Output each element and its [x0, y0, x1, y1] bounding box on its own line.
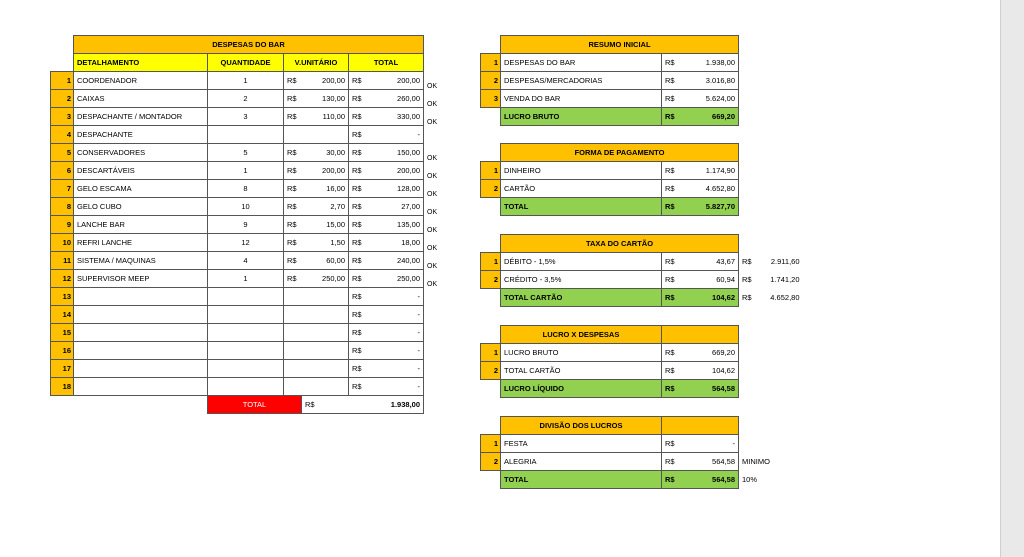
row-currency: R$ — [662, 271, 680, 289]
row-unit-value — [302, 360, 349, 378]
row-total-currency: R$ — [349, 108, 367, 126]
table-row — [51, 378, 446, 396]
row-total-currency: R$ — [349, 162, 367, 180]
row-quantity — [208, 324, 284, 342]
row-unit-currency: R$ — [284, 162, 302, 180]
divisao-table — [480, 416, 779, 489]
header-quantidade: QUANTIDADE — [208, 54, 284, 72]
table-row — [481, 253, 803, 271]
expenses-total-value: 1.938,00 — [349, 396, 424, 414]
row-unit-value: 130,00 — [302, 90, 349, 108]
row-unit-currency: R$ — [284, 90, 302, 108]
row-unit-currency — [284, 288, 302, 306]
row-unit-value: 250,00 — [302, 270, 349, 288]
row-total-value: 200,00 — [367, 162, 424, 180]
row-number: 16 — [51, 342, 74, 360]
row-ok-mark: OK — [427, 262, 438, 270]
row-description: DESPACHANTE / MONTADOR — [74, 108, 208, 126]
row-total-value: 260,00 — [367, 90, 424, 108]
row-total-currency: R$ — [349, 288, 367, 306]
lucro-total-label: LUCRO LÍQUIDO — [501, 380, 662, 398]
row-unit-value: 200,00 — [302, 72, 349, 90]
row-ok-mark: OK — [427, 208, 438, 216]
row-total-value: 330,00 — [367, 108, 424, 126]
row-number: 9 — [51, 216, 74, 234]
row-value: 1.938,00 — [680, 54, 739, 72]
row-description — [74, 360, 208, 378]
expenses-table — [50, 35, 446, 414]
row-quantity: 2 — [208, 90, 284, 108]
row-label: VENDA DO BAR — [501, 90, 662, 108]
resumo-total-value: 669,20 — [680, 108, 739, 126]
row-label: DESPESAS DO BAR — [501, 54, 662, 72]
row-currency: R$ — [662, 362, 680, 380]
row-number: 2 — [481, 362, 501, 380]
row-unit-currency: R$ — [284, 144, 302, 162]
row-unit-value: 110,00 — [302, 108, 349, 126]
pagamento-total-label: TOTAL — [501, 198, 662, 216]
row-unit-value: 15,00 — [302, 216, 349, 234]
row-value: 1.174,90 — [680, 162, 739, 180]
row-total-value: - — [367, 126, 424, 144]
row-value: 669,20 — [680, 344, 739, 362]
header-unitario: V.UNITÁRIO — [284, 54, 349, 72]
table-row — [481, 90, 739, 108]
expenses-total-label: TOTAL — [208, 396, 302, 414]
row-label: FESTA — [501, 435, 662, 453]
row-quantity: 8 — [208, 180, 284, 198]
row-quantity — [208, 126, 284, 144]
row-number: 2 — [481, 72, 501, 90]
table-row — [51, 342, 446, 360]
row-ok-mark: OK — [427, 172, 438, 180]
table-row — [51, 72, 446, 90]
row-description — [74, 288, 208, 306]
row-unit-currency: R$ — [284, 180, 302, 198]
row-total-currency: R$ — [349, 324, 367, 342]
lucro-total-currency: R$ — [662, 380, 680, 398]
taxa-total-currency: R$ — [662, 289, 680, 307]
row-number: 1 — [481, 344, 501, 362]
expenses-total-currency: R$ — [302, 396, 349, 414]
row-total-value: - — [367, 306, 424, 324]
taxa-total-label: TOTAL CARTÃO — [501, 289, 662, 307]
row-unit-currency — [284, 306, 302, 324]
row-currency: R$ — [662, 435, 680, 453]
row-ok-mark — [424, 288, 446, 306]
row-currency: R$ — [662, 54, 680, 72]
row-total-currency: R$ — [349, 126, 367, 144]
row-quantity: 1 — [208, 270, 284, 288]
row-value: 564,58 — [680, 453, 739, 471]
row-quantity — [208, 360, 284, 378]
row-number: 18 — [51, 378, 74, 396]
row-total-value: - — [367, 324, 424, 342]
row-ok-mark: OK — [427, 154, 438, 162]
row-quantity: 3 — [208, 108, 284, 126]
taxa-table — [480, 234, 803, 307]
row-label: TOTAL CARTÃO — [501, 362, 662, 380]
row-number: 13 — [51, 288, 74, 306]
row-value: 3.016,80 — [680, 72, 739, 90]
row-quantity: 1 — [208, 162, 284, 180]
row-number: 2 — [481, 453, 501, 471]
row-unit-value — [302, 378, 349, 396]
page-edge — [1000, 0, 1001, 557]
row-unit-value: 16,00 — [302, 180, 349, 198]
row-number: 1 — [481, 435, 501, 453]
row-unit-value: 30,00 — [302, 144, 349, 162]
row-unit-currency: R$ — [284, 252, 302, 270]
table-row — [51, 216, 446, 234]
row-currency: R$ — [662, 180, 680, 198]
row-ok-mark: OK — [427, 226, 438, 234]
row-total-value: - — [367, 378, 424, 396]
row-number: 2 — [51, 90, 74, 108]
table-row — [481, 435, 779, 453]
divisao-total-value: 564,58 — [680, 471, 739, 489]
row-unit-currency: R$ — [284, 72, 302, 90]
row-description: LANCHE BAR — [74, 216, 208, 234]
row-unit-value: 1,50 — [302, 234, 349, 252]
row-total-value: 18,00 — [367, 234, 424, 252]
table-row — [481, 362, 739, 380]
row-unit-value — [302, 288, 349, 306]
row-value: 4.652,80 — [680, 180, 739, 198]
row-ok-mark: OK — [427, 190, 438, 198]
row-number: 3 — [481, 90, 501, 108]
row-quantity — [208, 288, 284, 306]
row-total-currency: R$ — [349, 216, 367, 234]
row-number: 4 — [51, 126, 74, 144]
row-total-currency: R$ — [349, 306, 367, 324]
row-description: COORDENADOR — [74, 72, 208, 90]
lucro-title: LUCRO X DESPESAS — [501, 326, 662, 344]
lucro-table — [480, 325, 739, 398]
row-total-currency: R$ — [349, 90, 367, 108]
row-ok-mark — [424, 378, 446, 396]
row-label: DESPESAS/MERCADORIAS — [501, 72, 662, 90]
row-side-currency: R$ — [742, 275, 752, 284]
row-number: 1 — [481, 162, 501, 180]
divisao-title: DIVISÃO DOS LUCROS — [501, 417, 662, 435]
row-number: 3 — [51, 108, 74, 126]
row-unit-currency: R$ — [284, 108, 302, 126]
row-total-currency: R$ — [349, 252, 367, 270]
row-number: 7 — [51, 180, 74, 198]
row-quantity — [208, 378, 284, 396]
row-number: 11 — [51, 252, 74, 270]
table-row — [51, 360, 446, 378]
row-total-currency: R$ — [349, 72, 367, 90]
row-quantity: 9 — [208, 216, 284, 234]
row-number: 6 — [51, 162, 74, 180]
table-row — [51, 288, 446, 306]
table-row — [51, 324, 446, 342]
row-total-currency: R$ — [349, 342, 367, 360]
row-description: SUPERVISOR MEEP — [74, 270, 208, 288]
pagamento-total-currency: R$ — [662, 198, 680, 216]
row-ok-mark: OK — [427, 118, 438, 126]
row-description: GELO CUBO — [74, 198, 208, 216]
table-row — [481, 54, 739, 72]
divisao-total-currency: R$ — [662, 471, 680, 489]
row-unit-value: 200,00 — [302, 162, 349, 180]
row-currency: R$ — [662, 344, 680, 362]
row-quantity: 12 — [208, 234, 284, 252]
row-number: 14 — [51, 306, 74, 324]
row-quantity: 10 — [208, 198, 284, 216]
row-description: DESPACHANTE — [74, 126, 208, 144]
row-currency: R$ — [662, 453, 680, 471]
table-row — [481, 162, 739, 180]
row-side-value: 2.911,60 — [770, 257, 800, 266]
row-total-currency: R$ — [349, 234, 367, 252]
row-side-currency: R$ — [742, 257, 752, 266]
row-side-note — [739, 435, 779, 453]
row-total-value: 250,00 — [367, 270, 424, 288]
row-ok-mark — [424, 306, 446, 324]
row-total-value: 240,00 — [367, 252, 424, 270]
row-number: 15 — [51, 324, 74, 342]
row-unit-currency — [284, 126, 302, 144]
taxa-total-side-currency: R$ — [742, 293, 752, 302]
row-unit-currency — [284, 360, 302, 378]
row-description: CONSERVADORES — [74, 144, 208, 162]
row-ok-mark — [424, 342, 446, 360]
row-total-value: - — [367, 288, 424, 306]
row-total-currency: R$ — [349, 144, 367, 162]
page-gutter — [1000, 0, 1024, 557]
row-quantity: 1 — [208, 72, 284, 90]
row-total-value: 135,00 — [367, 216, 424, 234]
pagamento-total-value: 5.827,70 — [680, 198, 739, 216]
table-row — [51, 306, 446, 324]
row-number: 12 — [51, 270, 74, 288]
row-number: 8 — [51, 198, 74, 216]
row-value: 43,67 — [680, 253, 739, 271]
row-ok-mark — [424, 126, 446, 144]
resumo-total-currency: R$ — [662, 108, 680, 126]
row-quantity — [208, 306, 284, 324]
table-row — [51, 162, 446, 180]
row-unit-currency: R$ — [284, 270, 302, 288]
table-row — [51, 126, 446, 144]
table-row — [51, 234, 446, 252]
row-number: 5 — [51, 144, 74, 162]
pagamento-title: FORMA DE PAGAMENTO — [501, 144, 739, 162]
row-unit-currency: R$ — [284, 216, 302, 234]
row-ok-mark: OK — [427, 244, 438, 252]
table-row — [51, 180, 446, 198]
row-currency: R$ — [662, 253, 680, 271]
row-description — [74, 378, 208, 396]
table-row — [481, 344, 739, 362]
row-number: 1 — [481, 54, 501, 72]
row-ok-mark: OK — [427, 280, 438, 288]
taxa-title: TAXA DO CARTÃO — [501, 235, 739, 253]
row-description — [74, 306, 208, 324]
row-unit-currency — [284, 342, 302, 360]
table-row — [481, 180, 739, 198]
row-value: 104,62 — [680, 362, 739, 380]
table-row — [51, 144, 446, 162]
taxa-total-side-value: 4.652,80 — [770, 293, 800, 302]
row-value: 60,94 — [680, 271, 739, 289]
row-quantity — [208, 342, 284, 360]
row-label: DÉBITO - 1,5% — [501, 253, 662, 271]
resumo-total-label: LUCRO BRUTO — [501, 108, 662, 126]
row-description: CAIXAS — [74, 90, 208, 108]
row-unit-currency — [284, 324, 302, 342]
row-total-currency: R$ — [349, 198, 367, 216]
row-label: LUCRO BRUTO — [501, 344, 662, 362]
row-currency: R$ — [662, 90, 680, 108]
row-label: ALEGRIA — [501, 453, 662, 471]
table-row — [51, 108, 446, 126]
row-label: CARTÃO — [501, 180, 662, 198]
row-total-currency: R$ — [349, 360, 367, 378]
row-number: 10 — [51, 234, 74, 252]
row-unit-currency: R$ — [284, 198, 302, 216]
divisao-total-side: 10% — [742, 475, 758, 484]
row-number: 17 — [51, 360, 74, 378]
row-description: REFRI LANCHE — [74, 234, 208, 252]
resumo-table — [480, 35, 739, 126]
row-ok-mark — [424, 360, 446, 378]
row-total-value: 200,00 — [367, 72, 424, 90]
row-total-value: - — [367, 360, 424, 378]
header-total: TOTAL — [349, 54, 424, 72]
row-total-value: - — [367, 342, 424, 360]
row-value: 5.624,00 — [680, 90, 739, 108]
row-total-value: 150,00 — [367, 144, 424, 162]
row-unit-currency — [284, 378, 302, 396]
row-total-currency: R$ — [349, 378, 367, 396]
expenses-title: DESPESAS DO BAR — [74, 36, 424, 54]
row-unit-value — [302, 324, 349, 342]
row-ok-mark — [424, 324, 446, 342]
divisao-total-label: TOTAL — [501, 471, 662, 489]
pagamento-table — [480, 143, 739, 216]
row-ok-mark: OK — [427, 82, 438, 90]
row-ok-mark: OK — [427, 100, 438, 108]
table-row — [481, 271, 803, 289]
row-total-currency: R$ — [349, 180, 367, 198]
row-description — [74, 342, 208, 360]
row-currency: R$ — [662, 162, 680, 180]
row-description: SISTEMA / MAQUINAS — [74, 252, 208, 270]
row-currency: R$ — [662, 72, 680, 90]
row-description: GELO ESCAMA — [74, 180, 208, 198]
table-row — [481, 72, 739, 90]
row-total-value: 128,00 — [367, 180, 424, 198]
row-quantity: 4 — [208, 252, 284, 270]
row-unit-value: 2,70 — [302, 198, 349, 216]
row-side-note: MINIMO — [742, 457, 770, 466]
row-unit-currency: R$ — [284, 234, 302, 252]
row-total-currency: R$ — [349, 270, 367, 288]
row-unit-value — [302, 126, 349, 144]
row-value: - — [680, 435, 739, 453]
table-row — [51, 198, 446, 216]
table-row — [481, 453, 779, 471]
row-number: 2 — [481, 271, 501, 289]
header-detalhamento: DETALHAMENTO — [74, 54, 208, 72]
resumo-title: RESUMO INICIAL — [501, 36, 739, 54]
table-row — [51, 90, 446, 108]
row-label: DINHEIRO — [501, 162, 662, 180]
row-number: 2 — [481, 180, 501, 198]
row-side-value: 1.741,20 — [770, 275, 800, 284]
row-description — [74, 324, 208, 342]
taxa-total-value: 104,62 — [680, 289, 739, 307]
row-unit-value: 60,00 — [302, 252, 349, 270]
lucro-total-value: 564,58 — [680, 380, 739, 398]
row-number: 1 — [481, 253, 501, 271]
row-description: DESCARTÁVEIS — [74, 162, 208, 180]
row-quantity: 5 — [208, 144, 284, 162]
row-unit-value — [302, 306, 349, 324]
row-number: 1 — [51, 72, 74, 90]
row-total-value: 27,00 — [367, 198, 424, 216]
table-row — [51, 270, 446, 288]
row-label: CRÉDITO - 3,5% — [501, 271, 662, 289]
row-unit-value — [302, 342, 349, 360]
table-row — [51, 252, 446, 270]
